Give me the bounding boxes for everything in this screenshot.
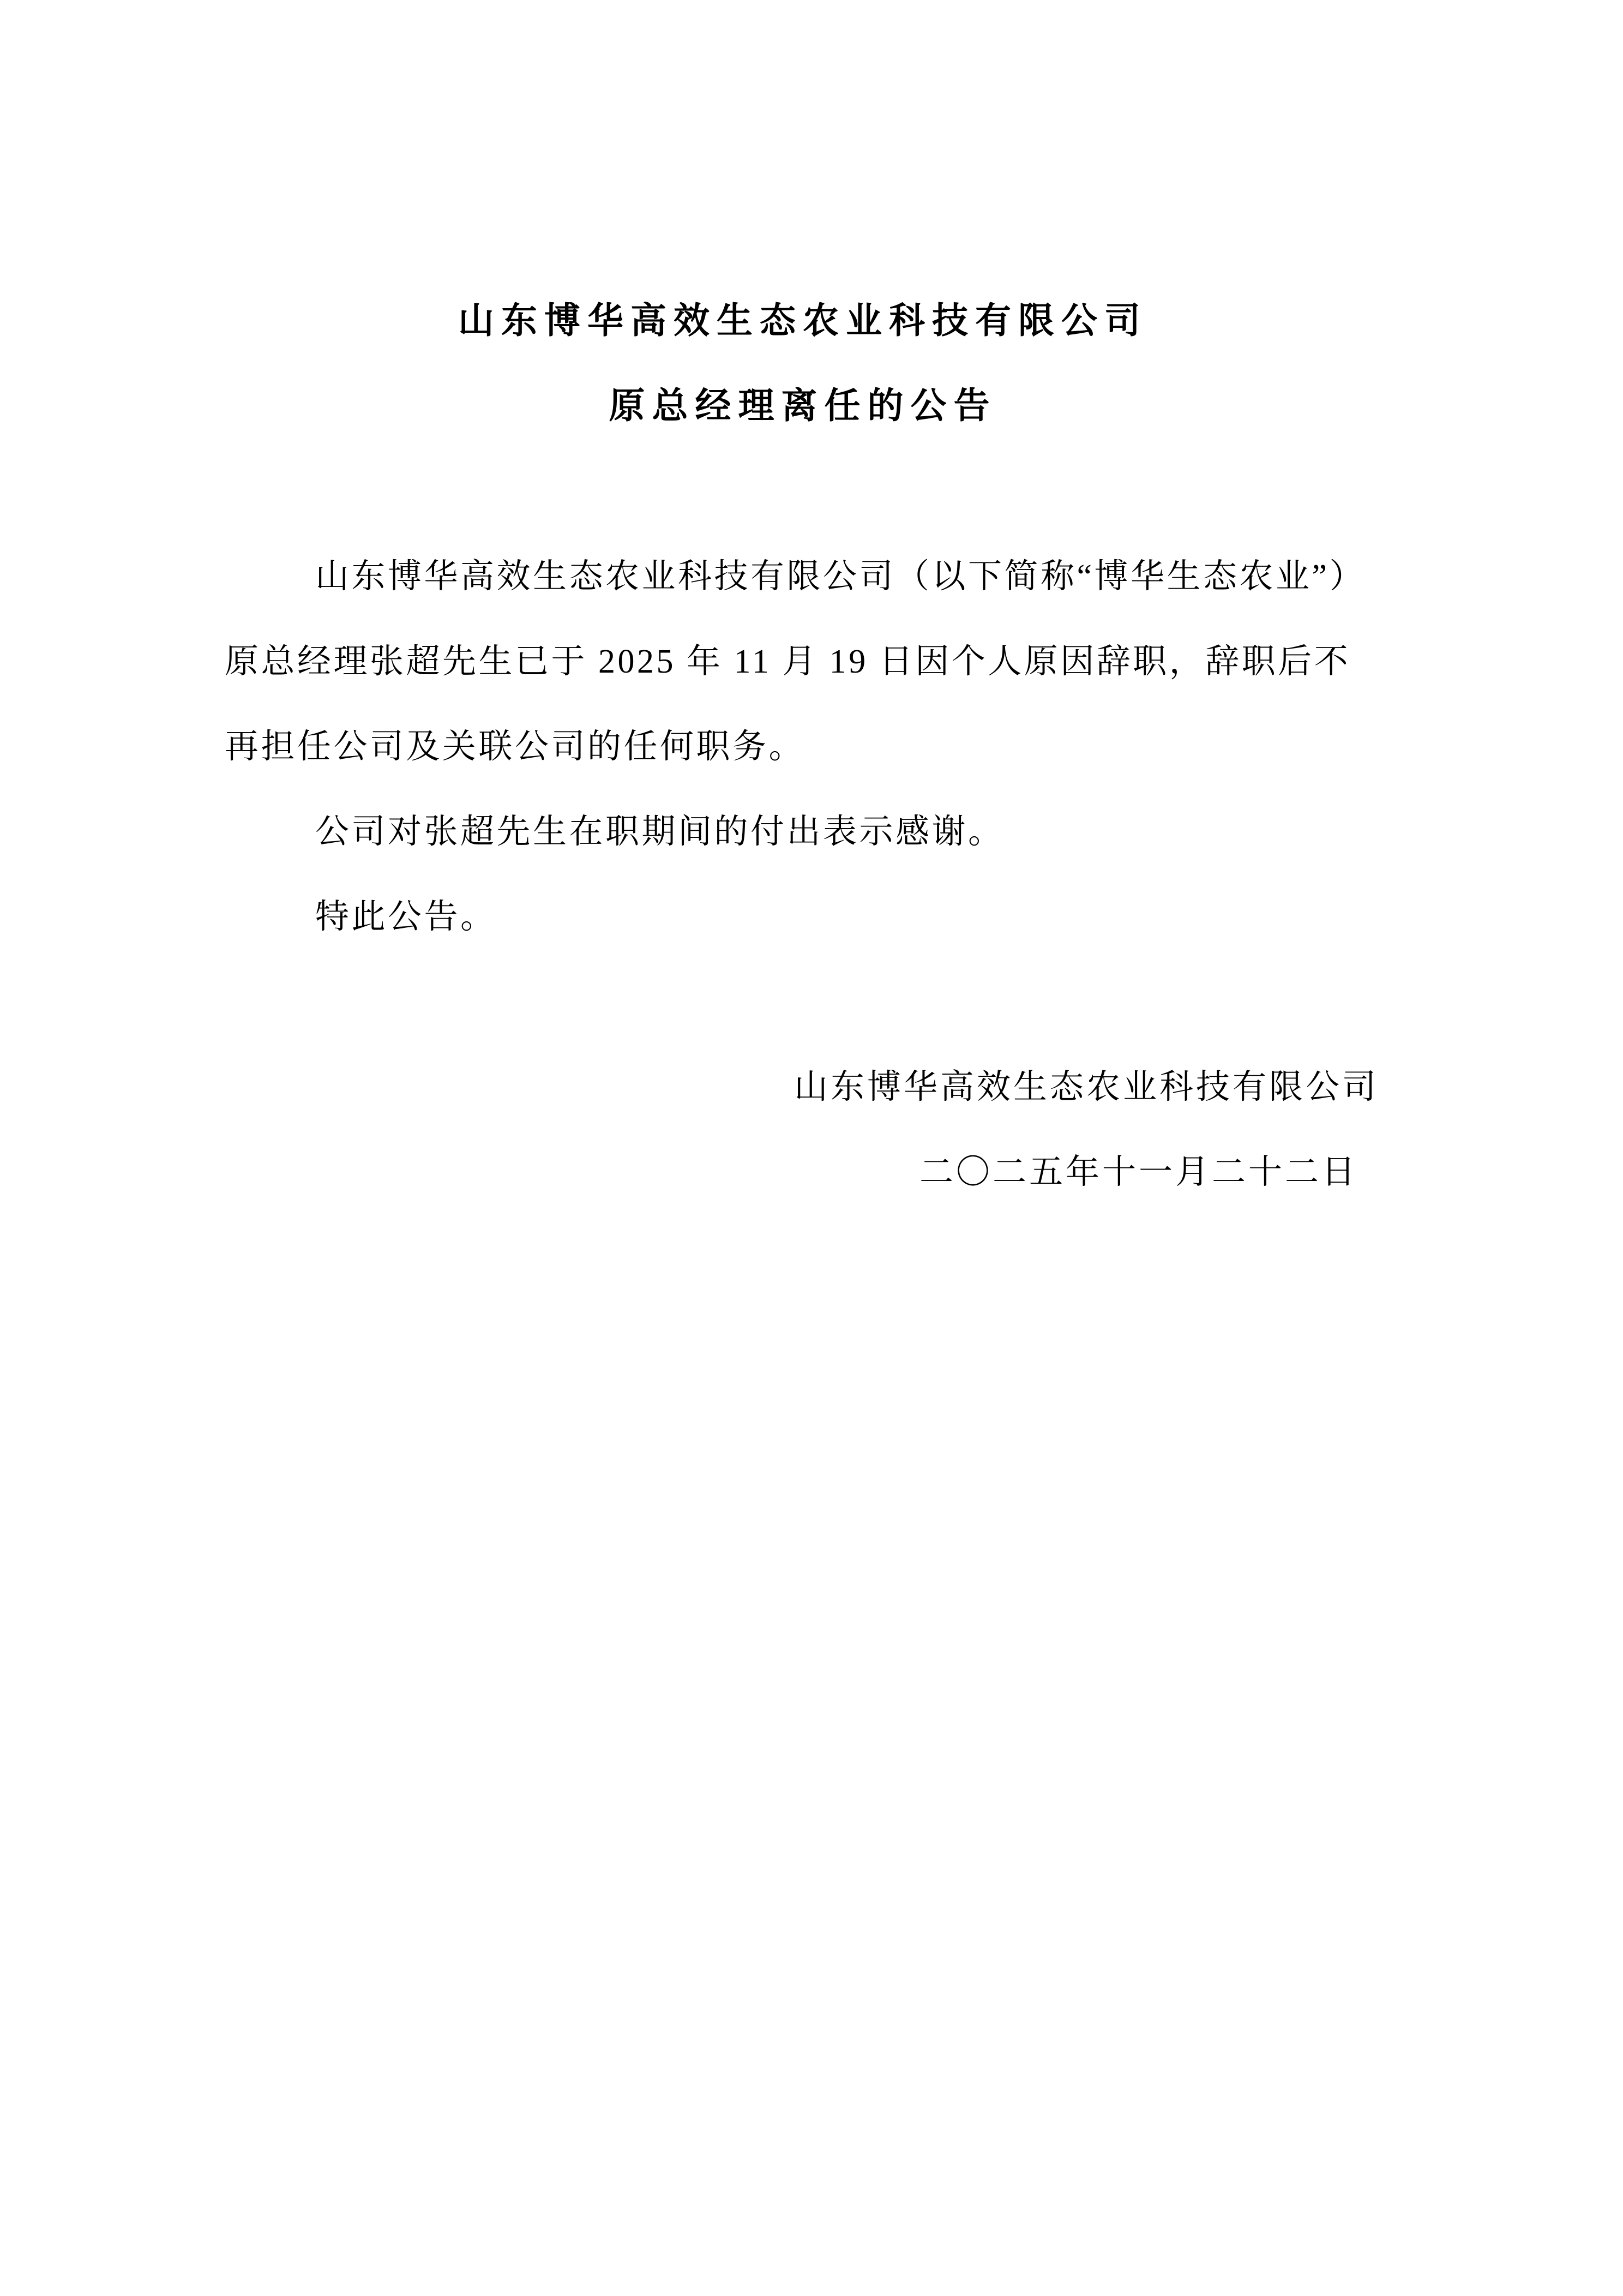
paragraph3-hereby-announced: 特此公告。 [315, 898, 497, 936]
document-title-company: 山东博华高效生态农业科技有限公司 [458, 301, 1147, 341]
paragraph1-line2: 原总经理张超先生已于 2025 年 11 月 19 日因个人原因辞职，辞职后不 [225, 643, 1351, 680]
signature-block [225, 1045, 1381, 1215]
document-title-announcement: 原总经理离任的公告 [609, 386, 997, 426]
document-content [225, 279, 1381, 1215]
paragraph2-thanks: 公司对张超先生在职期间的付出表示感谢。 [315, 813, 1005, 850]
paragraph1-line3: 再担任公司及关联公司的任何职务。 [225, 728, 806, 765]
body-text [225, 534, 1381, 960]
signature-company-name: 山东博华高效生态农业科技有限公司 [794, 1069, 1379, 1106]
paragraph1-line1: 山东博华高效生态农业科技有限公司（以下简称“博华生态农业”） [315, 558, 1366, 595]
signature-date: 二〇二五年十一月二十二日 [919, 1154, 1358, 1191]
